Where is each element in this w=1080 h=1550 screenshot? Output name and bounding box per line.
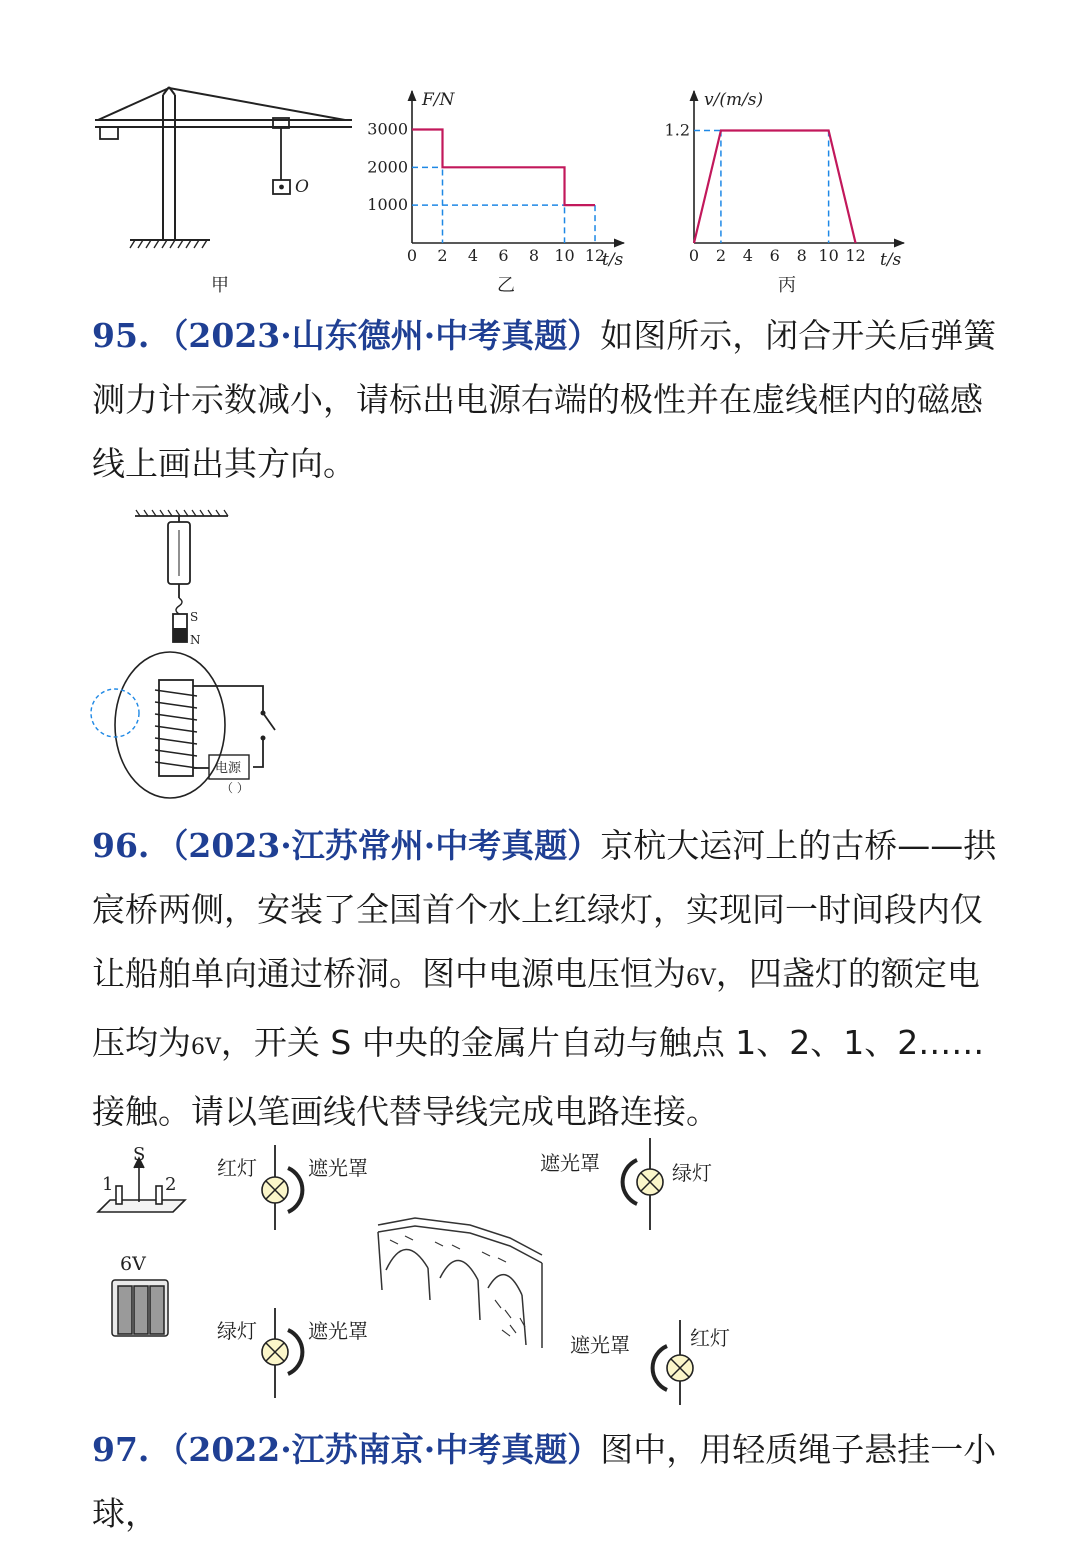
lamp-2-label: 绿灯 xyxy=(672,1161,712,1185)
force-x-tick-2: 2 xyxy=(437,246,448,265)
velocity-ylabel: v/(m/s) xyxy=(704,90,764,110)
velocity-series-line xyxy=(694,131,856,244)
q96-voltage-1: 6V xyxy=(686,966,716,991)
lamp-1-shade-label: 遮光罩 xyxy=(308,1156,368,1180)
lamp-4-shade-label: 遮光罩 xyxy=(570,1333,630,1357)
velocity-x-tick-6: 6 xyxy=(769,246,780,265)
arch-bridge-illustration xyxy=(378,1218,542,1348)
battery-icon xyxy=(112,1280,168,1336)
q96-voltage-2: 6V xyxy=(191,1035,221,1060)
pole-n-label: N xyxy=(190,633,201,647)
contact-1-label: 1 xyxy=(102,1174,114,1195)
velocity-x-tick-10: 10 xyxy=(818,246,839,265)
q97-text: 图中，用轻质绳子悬挂一小球， xyxy=(92,1430,997,1533)
velocity-x-tick-12: 12 xyxy=(845,246,866,265)
lamp-4-red xyxy=(653,1320,693,1405)
force-xlabel: t/s xyxy=(602,250,624,270)
velocity-xlabel: t/s xyxy=(880,250,902,270)
crane-point-label: O xyxy=(295,177,309,197)
electromagnet-figure xyxy=(85,500,295,805)
power-polarity-blank: （ ） xyxy=(221,781,249,795)
velocity-chart-caption: 丙 xyxy=(778,275,796,296)
lamp-2-green xyxy=(623,1138,663,1230)
force-chart-caption: 乙 xyxy=(497,275,515,296)
force-y-tick-1000: 1000 xyxy=(367,195,408,215)
q97-source: （2022·江苏南京·中考真题） xyxy=(155,1430,601,1469)
force-x-tick-6: 6 xyxy=(498,246,509,265)
force-y-tick-2000: 2000 xyxy=(367,157,408,177)
force-x-tick-4: 4 xyxy=(467,246,479,265)
question-95 xyxy=(92,304,1002,496)
pole-s-label: S xyxy=(190,610,199,624)
velocity-x-tick-4: 4 xyxy=(742,246,753,265)
velocity-x-tick-2: 2 xyxy=(715,246,727,265)
switch-label: S xyxy=(133,1144,146,1165)
q96-number: 96. xyxy=(92,826,150,865)
contact-2-label: 2 xyxy=(165,1174,177,1195)
q97-number: 97. xyxy=(92,1430,150,1469)
force-series-line xyxy=(412,129,595,205)
lamp-1-label: 红灯 xyxy=(217,1156,257,1180)
q96-text-part2: ，四盏灯的额定电压均为 xyxy=(92,954,980,1062)
velocity-y-tick-1.2: 1.2 xyxy=(664,120,690,140)
power-source-label: 电源 xyxy=(215,761,242,776)
velocity-x-tick-8: 8 xyxy=(796,246,807,265)
lamp-1-red xyxy=(262,1145,302,1230)
q95-number: 95. xyxy=(92,316,150,355)
q96-source: （2023·江苏常州·中考真题） xyxy=(155,826,601,865)
force-x-tick-0: 0 xyxy=(406,246,418,265)
force-x-tick-10: 10 xyxy=(554,246,575,265)
lamp-2-shade-label: 遮光罩 xyxy=(540,1151,600,1175)
force-x-tick-12: 12 xyxy=(584,246,606,265)
force-x-tick-8: 8 xyxy=(528,246,540,265)
q95-text: 如图所示，闭合开关后弹簧测力计示数减小，请标出电源右端的极性并在虚线框内的磁感线上画出其方向。 xyxy=(92,316,997,483)
q96-text-part1: 京杭大运河上的古桥——拱宸桥两侧，安装了全国首个水上红绿灯，实现同一时间段内仅让船舶单向通过桥洞。图中电源电压恒为 xyxy=(92,826,997,993)
crane-caption: 甲 xyxy=(211,275,229,296)
force-chart xyxy=(362,85,637,300)
battery-voltage-label: 6V xyxy=(120,1253,146,1275)
question-96 xyxy=(92,814,1002,1144)
velocity-chart xyxy=(648,85,923,300)
velocity-x-tick-0: 0 xyxy=(688,246,700,265)
crane-figure xyxy=(90,85,365,300)
question-97 xyxy=(92,1418,1002,1546)
traffic-light-figure xyxy=(90,1130,750,1410)
q96-text-part3: ，开关 S 中央的金属片自动与触点 1、2、1、2……接触。请以笔画线代替导线完成电路连接。 xyxy=(92,1023,985,1131)
lamp-3-green xyxy=(262,1308,302,1398)
lamp-3-label: 绿灯 xyxy=(217,1319,257,1343)
force-y-tick-3000: 3000 xyxy=(367,119,408,139)
q95-source: （2023·山东德州·中考真题） xyxy=(155,316,601,355)
force-ylabel: F/N xyxy=(422,90,455,110)
lamp-3-shade-label: 遮光罩 xyxy=(308,1319,368,1343)
lamp-4-label: 红灯 xyxy=(690,1326,730,1350)
